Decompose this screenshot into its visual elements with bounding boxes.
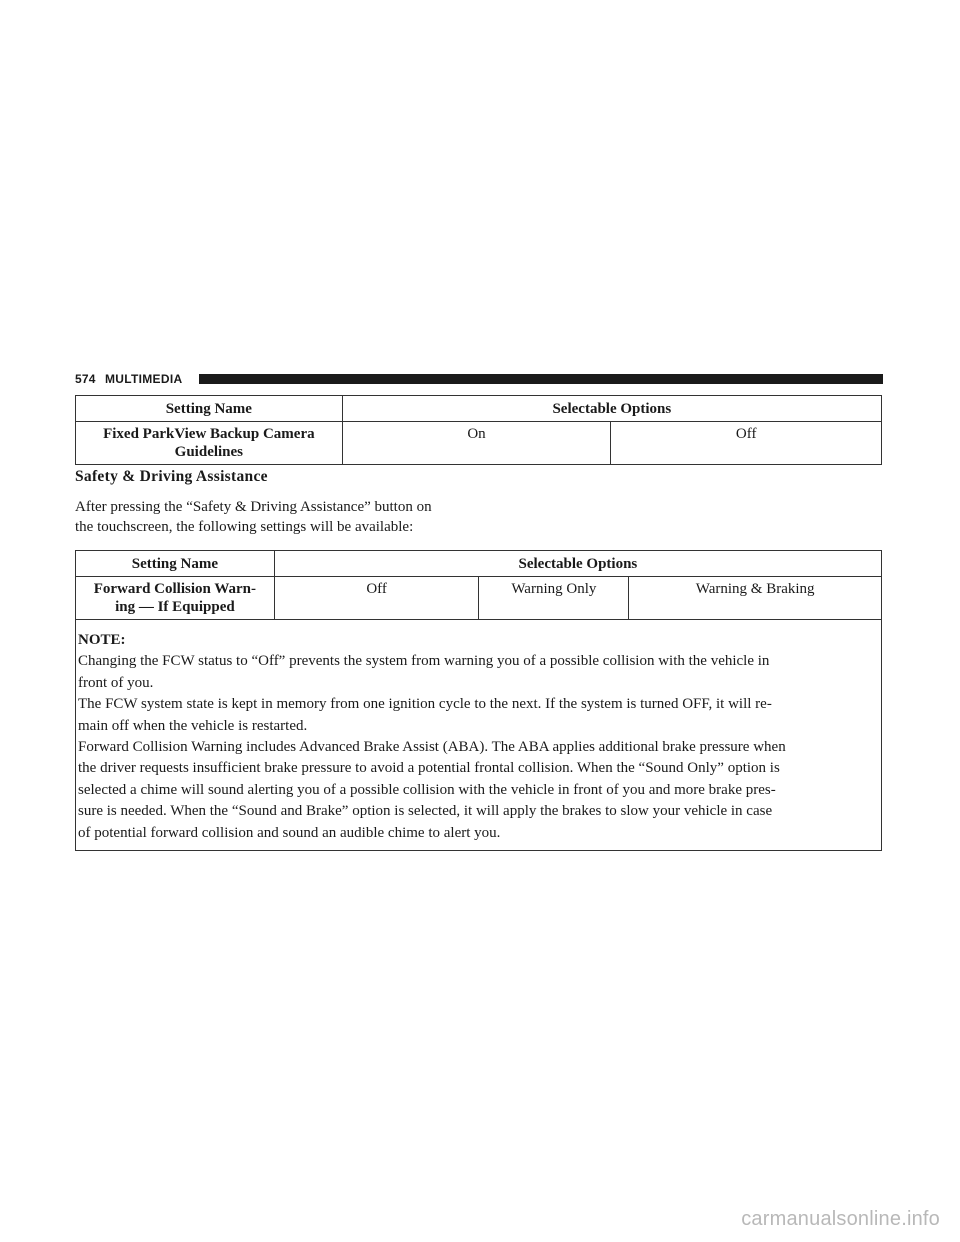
setting-name-line: ing — If Equipped xyxy=(115,599,235,615)
note-line: sure is needed. When the “Sound and Brake” option is selected, it will apply the brakes to slow your vehicle in case xyxy=(78,803,773,820)
column-header-selectable-options: Selectable Options xyxy=(274,551,881,577)
intro-paragraph xyxy=(75,497,495,537)
table-header-row xyxy=(76,396,882,422)
intro-line: the touchscreen, the following settings will be available: xyxy=(75,519,414,535)
note-cell xyxy=(76,620,882,851)
table-row xyxy=(76,422,882,465)
column-header-setting-name: Setting Name xyxy=(76,396,343,422)
setting-name-line: Forward Collision Warn- xyxy=(93,581,256,597)
note-line: front of you. xyxy=(78,674,154,691)
note-line: the driver requests insufficient brake pressure to avoid a potential frontal collision. When the “Sound Only” option is xyxy=(78,760,780,777)
option-cell: Warning & Braking xyxy=(629,577,882,620)
note-line: of potential forward collision and sound an audible chime to alert you. xyxy=(78,824,501,841)
option-cell: Warning Only xyxy=(479,577,629,620)
note-label: NOTE: xyxy=(78,632,126,648)
header-rule xyxy=(199,374,883,384)
note-line: Forward Collision Warning includes Advanced Brake Assist (ABA). The ABA applies additional brake pressure when xyxy=(78,739,786,756)
setting-name-cell xyxy=(76,577,275,620)
column-header-setting-name: Setting Name xyxy=(76,551,275,577)
setting-name-line: Fixed ParkView Backup Camera xyxy=(103,426,315,442)
section-title: MULTIMEDIA xyxy=(105,372,183,386)
table-header-row xyxy=(76,551,882,577)
page-header xyxy=(75,372,883,386)
setting-name-line: Guidelines xyxy=(174,444,244,460)
intro-line: After pressing the “Safety & Driving Assistance” button on xyxy=(75,499,432,515)
table-row xyxy=(76,577,882,620)
setting-name-cell xyxy=(76,422,343,465)
safety-settings-table xyxy=(75,550,882,851)
camera-settings-table xyxy=(75,395,882,465)
option-cell: On xyxy=(342,422,611,465)
watermark-text: carmanualsonline.info xyxy=(741,1208,940,1230)
note-line: The FCW system state is kept in memory from one ignition cycle to the next. If the system is turned OFF, it will re- xyxy=(78,696,772,713)
page-number: 574 xyxy=(75,372,96,386)
option-cell: Off xyxy=(611,422,882,465)
note-line: Changing the FCW status to “Off” prevents the system from warning you of a possible collision with the vehicle in xyxy=(78,653,770,670)
option-cell: Off xyxy=(274,577,479,620)
note-line: main off when the vehicle is restarted. xyxy=(78,717,308,734)
column-header-selectable-options: Selectable Options xyxy=(342,396,881,422)
note-line: selected a chime will sound alerting you of a possible collision with the vehicle in front of you and more brake pres- xyxy=(78,781,776,798)
section-heading: Safety & Driving Assistance xyxy=(75,468,268,485)
note-row xyxy=(76,620,882,851)
